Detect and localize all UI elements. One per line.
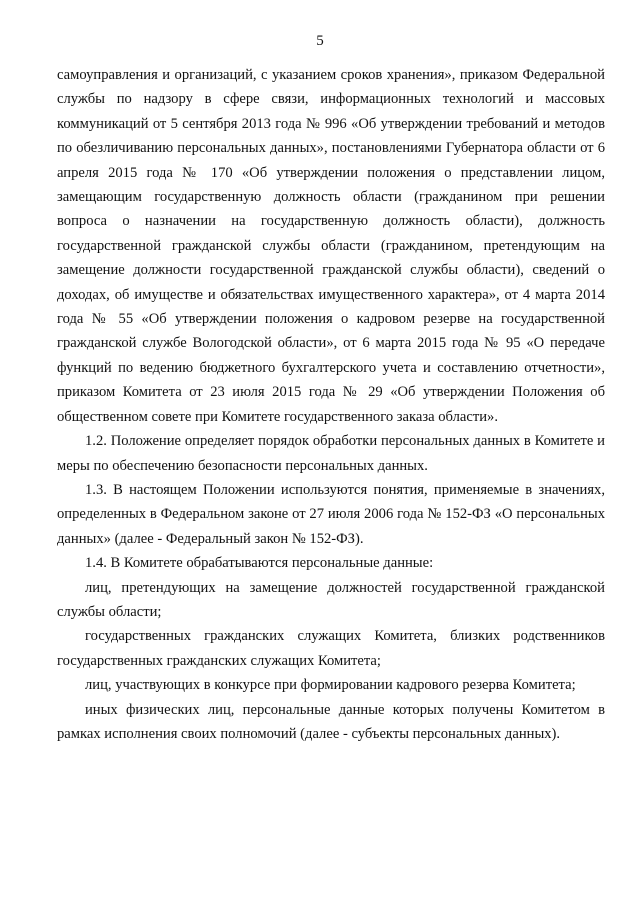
list-item-other-persons: иных физических лиц, персональные данные которых получены Комитетом в рамках исполнения своих полномочий (далее - субъекты персональных данных). xyxy=(57,701,605,742)
page-number: 5 xyxy=(316,33,324,49)
list-item-candidates: лиц, претендующих на замещение должностей государственной гражданской службы области; xyxy=(57,579,605,620)
list-item-reserve-competition: лиц, участвующих в конкурсе при формировании кадрового резерва Комитета; xyxy=(85,677,576,694)
document-body xyxy=(57,63,605,746)
paragraph-1-3: 1.3. В настоящем Положении используются понятия, применяемые в значениях, определенных в Федеральном законе от 27 июля 2006 года № 152-ФЗ «О персональных данных» (далее - Федеральный закон № 152-ФЗ). xyxy=(57,481,605,547)
paragraph-1-4: 1.4. В Комитете обрабатываются персональные данные: xyxy=(85,555,434,572)
list-item-civil-servants: государственных гражданских служащих Комитета, близких родственников государственных гражданских служащих Комитета; xyxy=(57,628,605,669)
paragraph-1-2: 1.2. Положение определяет порядок обработки персональных данных в Комитете и меры по обеспечению безопасности персональных данных. xyxy=(57,433,605,474)
paragraph-continuation: самоуправления и организаций, с указанием сроков хранения», приказом Федеральной службы по надзору в сфере связи, информационных технологий и массовых коммуникаций от 5 сентября 2013 года № 996 «Об утверждении требований и методов по обезличиванию персональных данных», постановлениями Губернатора области от 6 апреля 2015 года № 170 «Об утверждении положения о представлении лицом, замещающим государственную должность области (гражданином при решении вопроса о назначении на государственную должность области), должность государственной гражданской службы области (гражданином, претендующим на замещение должности государственной гражданской службы области), сведений о доходах, об имуществе и обязательствах имущественного характера», от 4 марта 2014 года № 55 «Об утверждении положения о кадровом резерве на государственной гражданской службе Вологодской области», от 6 марта 2015 года № 95 «О передаче функций по ведению бюджетного бухгалтерского учета и составлению отчетности», приказом Комитета от 23 июля 2015 года № 29 «Об утверждении Положения об общественном совете при Комитете государственного заказа области». xyxy=(57,67,605,425)
